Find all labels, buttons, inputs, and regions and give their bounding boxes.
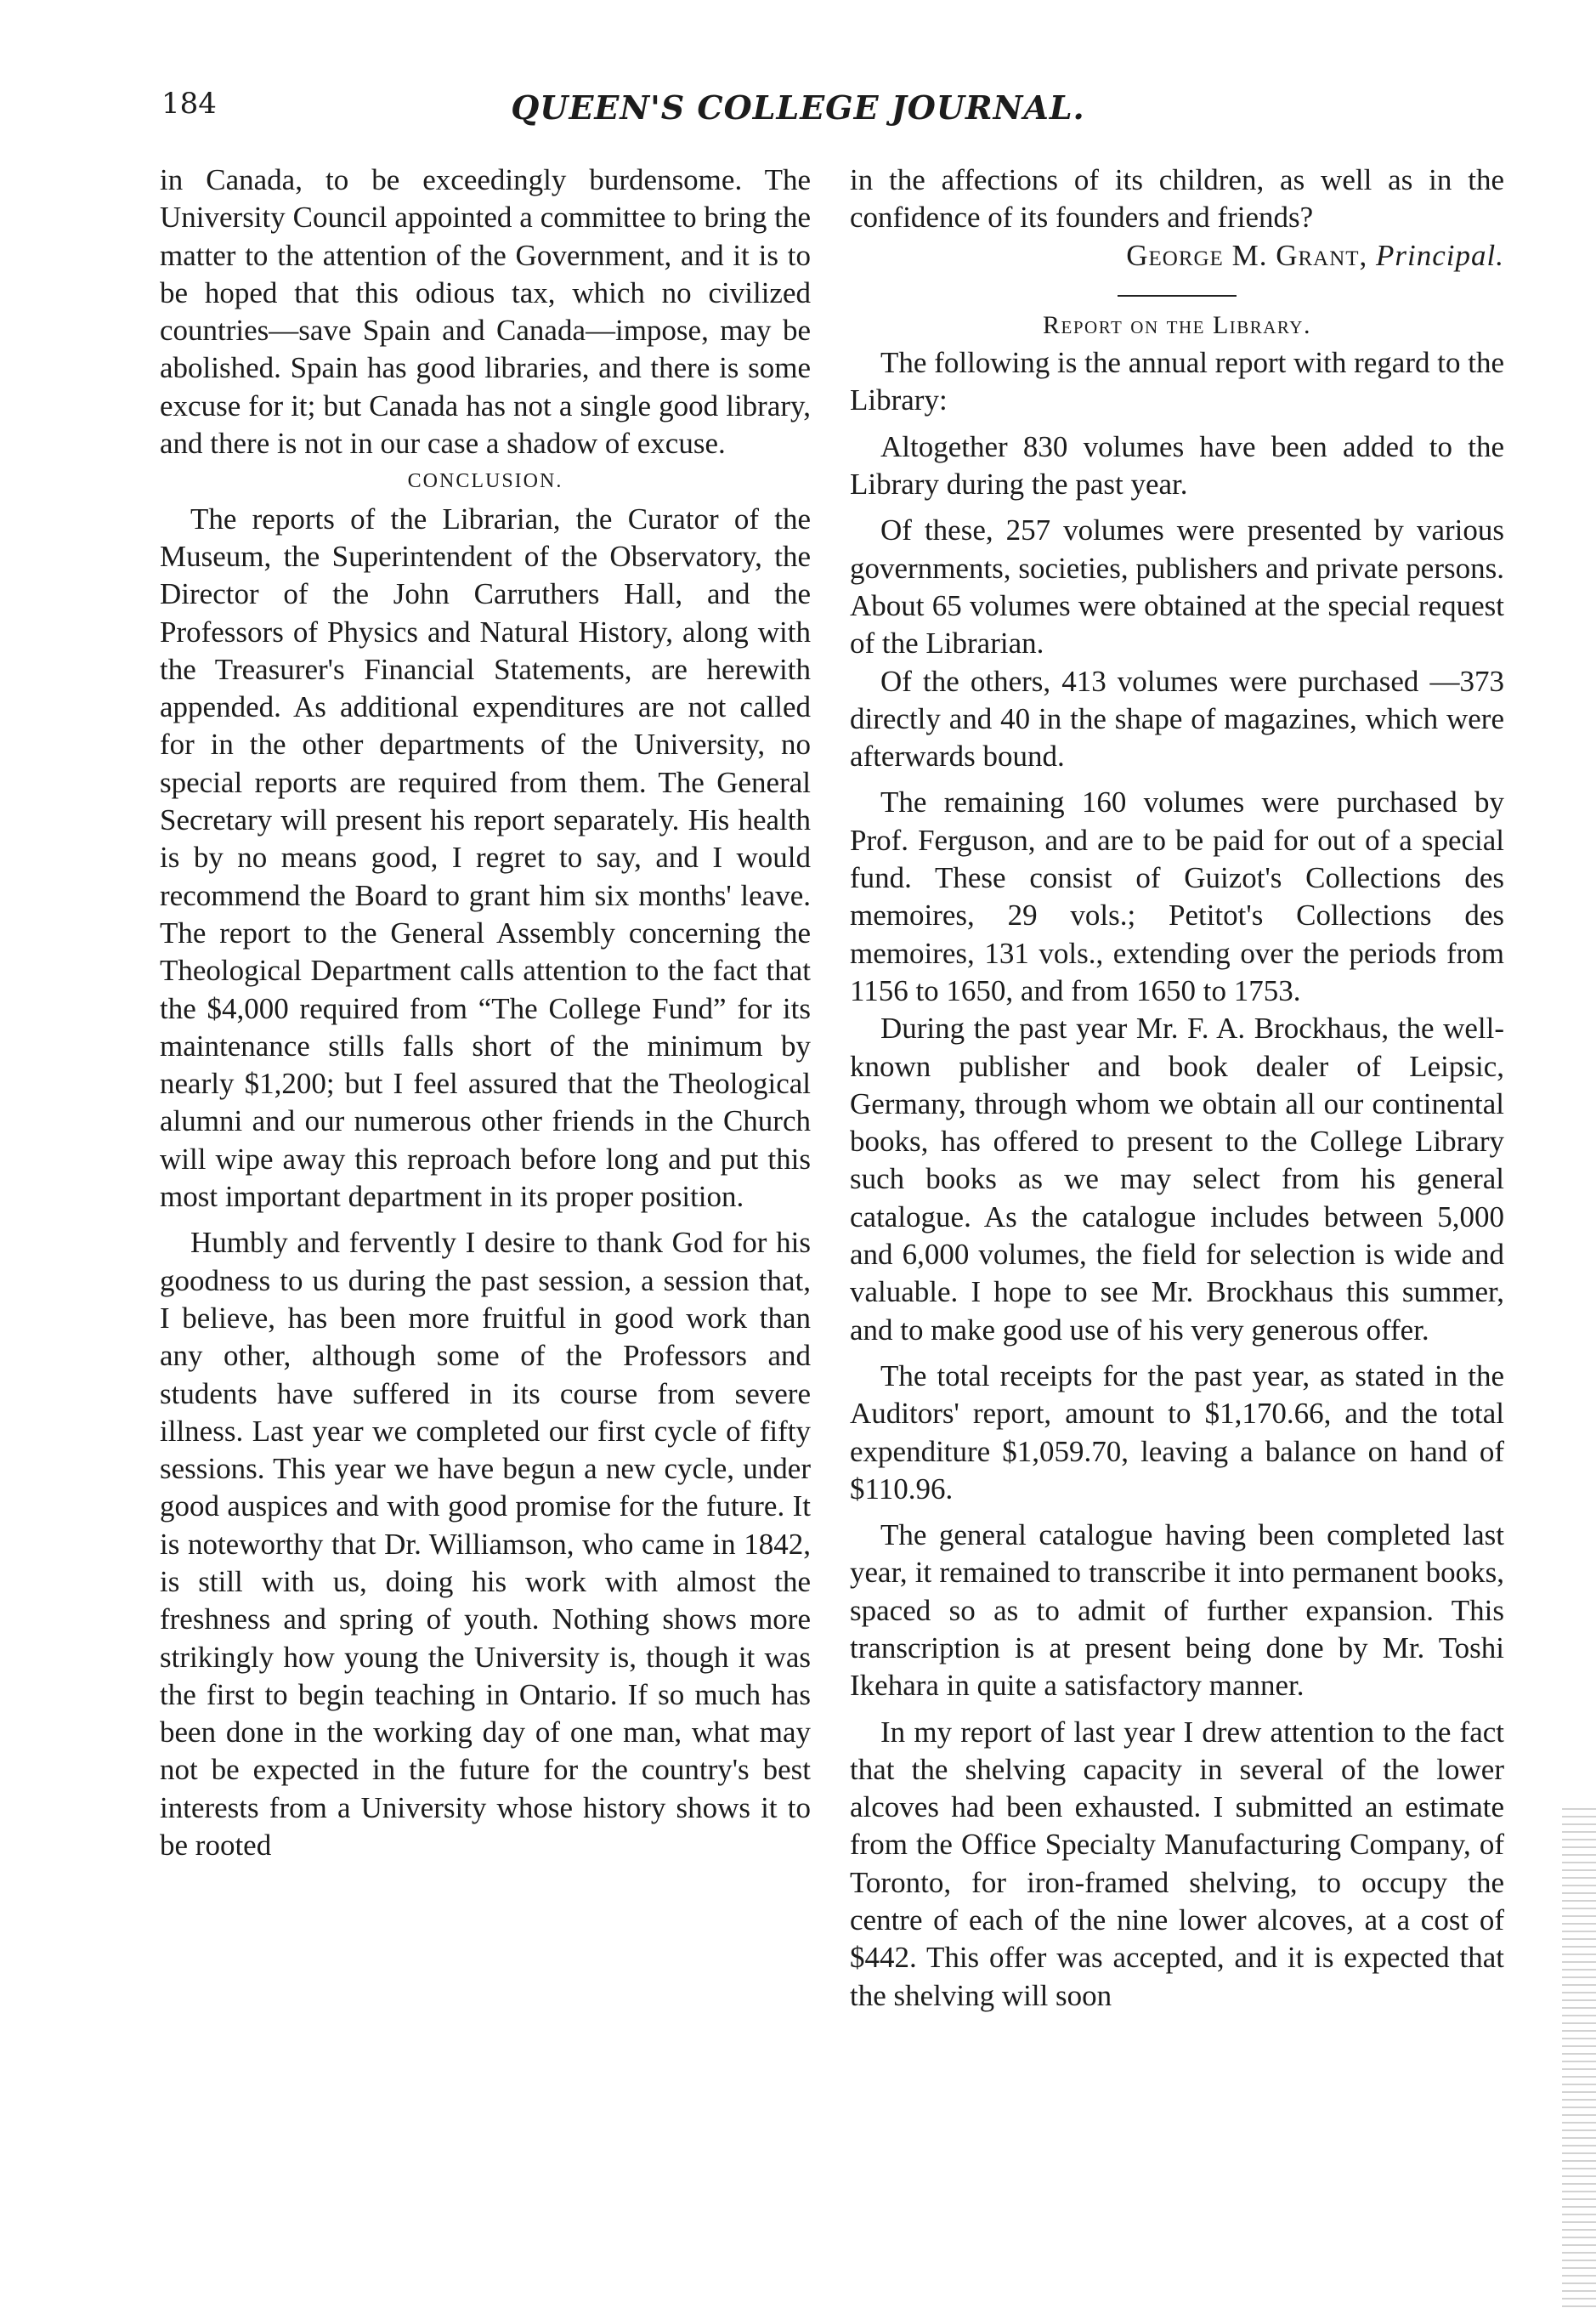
paragraph: in the affections of its children, as well as in the confidence of its founders and friends?: [850, 163, 1504, 235]
paragraph: The total receipts for the past year, as stated in the Auditors' report, amount to $1,170.66, and the total expenditure $1,059.70, leaving a balance on hand of $110.96.: [850, 1358, 1504, 1506]
signature-role: Principal.: [1376, 238, 1504, 272]
paragraph: Altogether 830 volumes have been added to the Library during the past year.: [850, 429, 1504, 502]
page-number: 184: [161, 87, 217, 121]
running-head: QUEEN'S COLLEGE JOURNAL.: [511, 88, 1085, 127]
paragraph: During the past year Mr. F. A. Brockhaus, the well-known publisher and book dealer of Leipsic, Germany, through whom we obtain all our continental books, has offered to present to the College Library such books as we may select from his general catalogue. As the catalogue includes between 5,000 and 6,000 volumes, the field for selection is wide and valuable. I hope to see Mr. Brockhaus this summer, and to make good use of his very generous offer.: [850, 1012, 1504, 1347]
page-edge-marks: [1562, 1802, 1596, 2308]
section-heading-library-report: Report on the Library.: [1043, 310, 1311, 339]
paragraph: in Canada, to be exceedingly burdensome. The University Council appointed a committee to bring the matter to the attention of the Government, and it is to be hoped that this odious tax, which no civilized countries—save Spain and Canada—impose, may be abolished. Spain has good libraries, and there is some excuse for it; but Canada has not a single good library, and there is not in our case a shadow of excuse.: [160, 163, 811, 461]
paragraph: The remaining 160 volumes were purchased by Prof. Ferguson, and are to be paid for out of a special fund. These consist of Guizot's Collections des memoires, 29 vols.; Petitot's Collections des memoires, 131 vols., extending over the periods from 1156 to 1650, and from 1650 to 1753.: [850, 785, 1504, 1007]
paragraph: In my report of last year I drew attention to the fact that the shelving capacity in several of the lower alcoves had been exhausted. I submitted an estimate from the Office Specialty Manufacturing Company, of Toronto, for iron-framed shelving, to occupy the centre of each of the nine lower alcoves, at a cost of $442. This offer was accepted, and it is expected that the shelving will soon: [850, 1715, 1504, 2012]
divider-rule: [1118, 295, 1237, 297]
right-column: [850, 162, 1504, 2015]
paragraph: Humbly and fervently I desire to thank God for his goodness to us during the past session, a session that, I believe, has been more fruitful in good work than any other, although some of the Professors and students have suffered in its course from severe illness. Last year we completed our first cycle of fifty sessions. This year we have begun a new cycle, under good auspices and with good promise for the future. It is noteworthy that Dr. Williamson, who came in 1842, is still with us, doing his work with almost the freshness and spring of youth. Nothing shows more strikingly how young the University is, though it was the first to begin teaching in Ontario. If so much has been done in the working day of one man, what may not be expected in the future for the country's best interests from a University whose history shows it to be rooted: [160, 1226, 811, 1863]
section-heading-conclusion: CONCLUSION.: [407, 470, 563, 493]
paragraph: Of the others, 413 volumes were purchased —373 directly and 40 in the shape of magazines, which were afterwards bound.: [850, 664, 1504, 774]
paragraph: The following is the annual report with regard to the Library:: [850, 346, 1504, 417]
paragraph: Of these, 257 volumes were presented by various governments, societies, publishers and private persons. About 65 volumes were obtained at the special request of the Librarian.: [850, 513, 1504, 661]
paragraph: The reports of the Librarian, the Curator of the Museum, the Superintendent of the Observatory, the Director of the John Carruthers Hall, and the Professors of Physics and Natural History, along with the Treasurer's Financial Statements, are herewith appended. As additional expenditures are not called for in the other departments of the University, no special reports are required from them. The General Secretary will present his report separately. His health is by no means good, I regret to say, and I would recommend the Board to grant him six months' leave. The report to the General Assembly concerning the Theological Department calls attention to the fact that the $4,000 required from “The College Fund” for its maintenance stills falls short of the minimum by nearly $1,200; but I feel assured that the Theological alumni and our numerous other friends in the Church will wipe away this reproach before long and put this most important department in its proper position.: [160, 502, 811, 1214]
paragraph: The general catalogue having been completed last year, it remained to transcribe it into permanent books, spaced so as to admit of further expansion. This transcription is at present being done by Mr. Toshi Ikehara in quite a satisfactory manner.: [850, 1518, 1504, 1703]
signature-name: George M. Grant,: [1126, 238, 1368, 272]
left-column: [160, 162, 811, 1864]
signature: [850, 237, 1504, 275]
